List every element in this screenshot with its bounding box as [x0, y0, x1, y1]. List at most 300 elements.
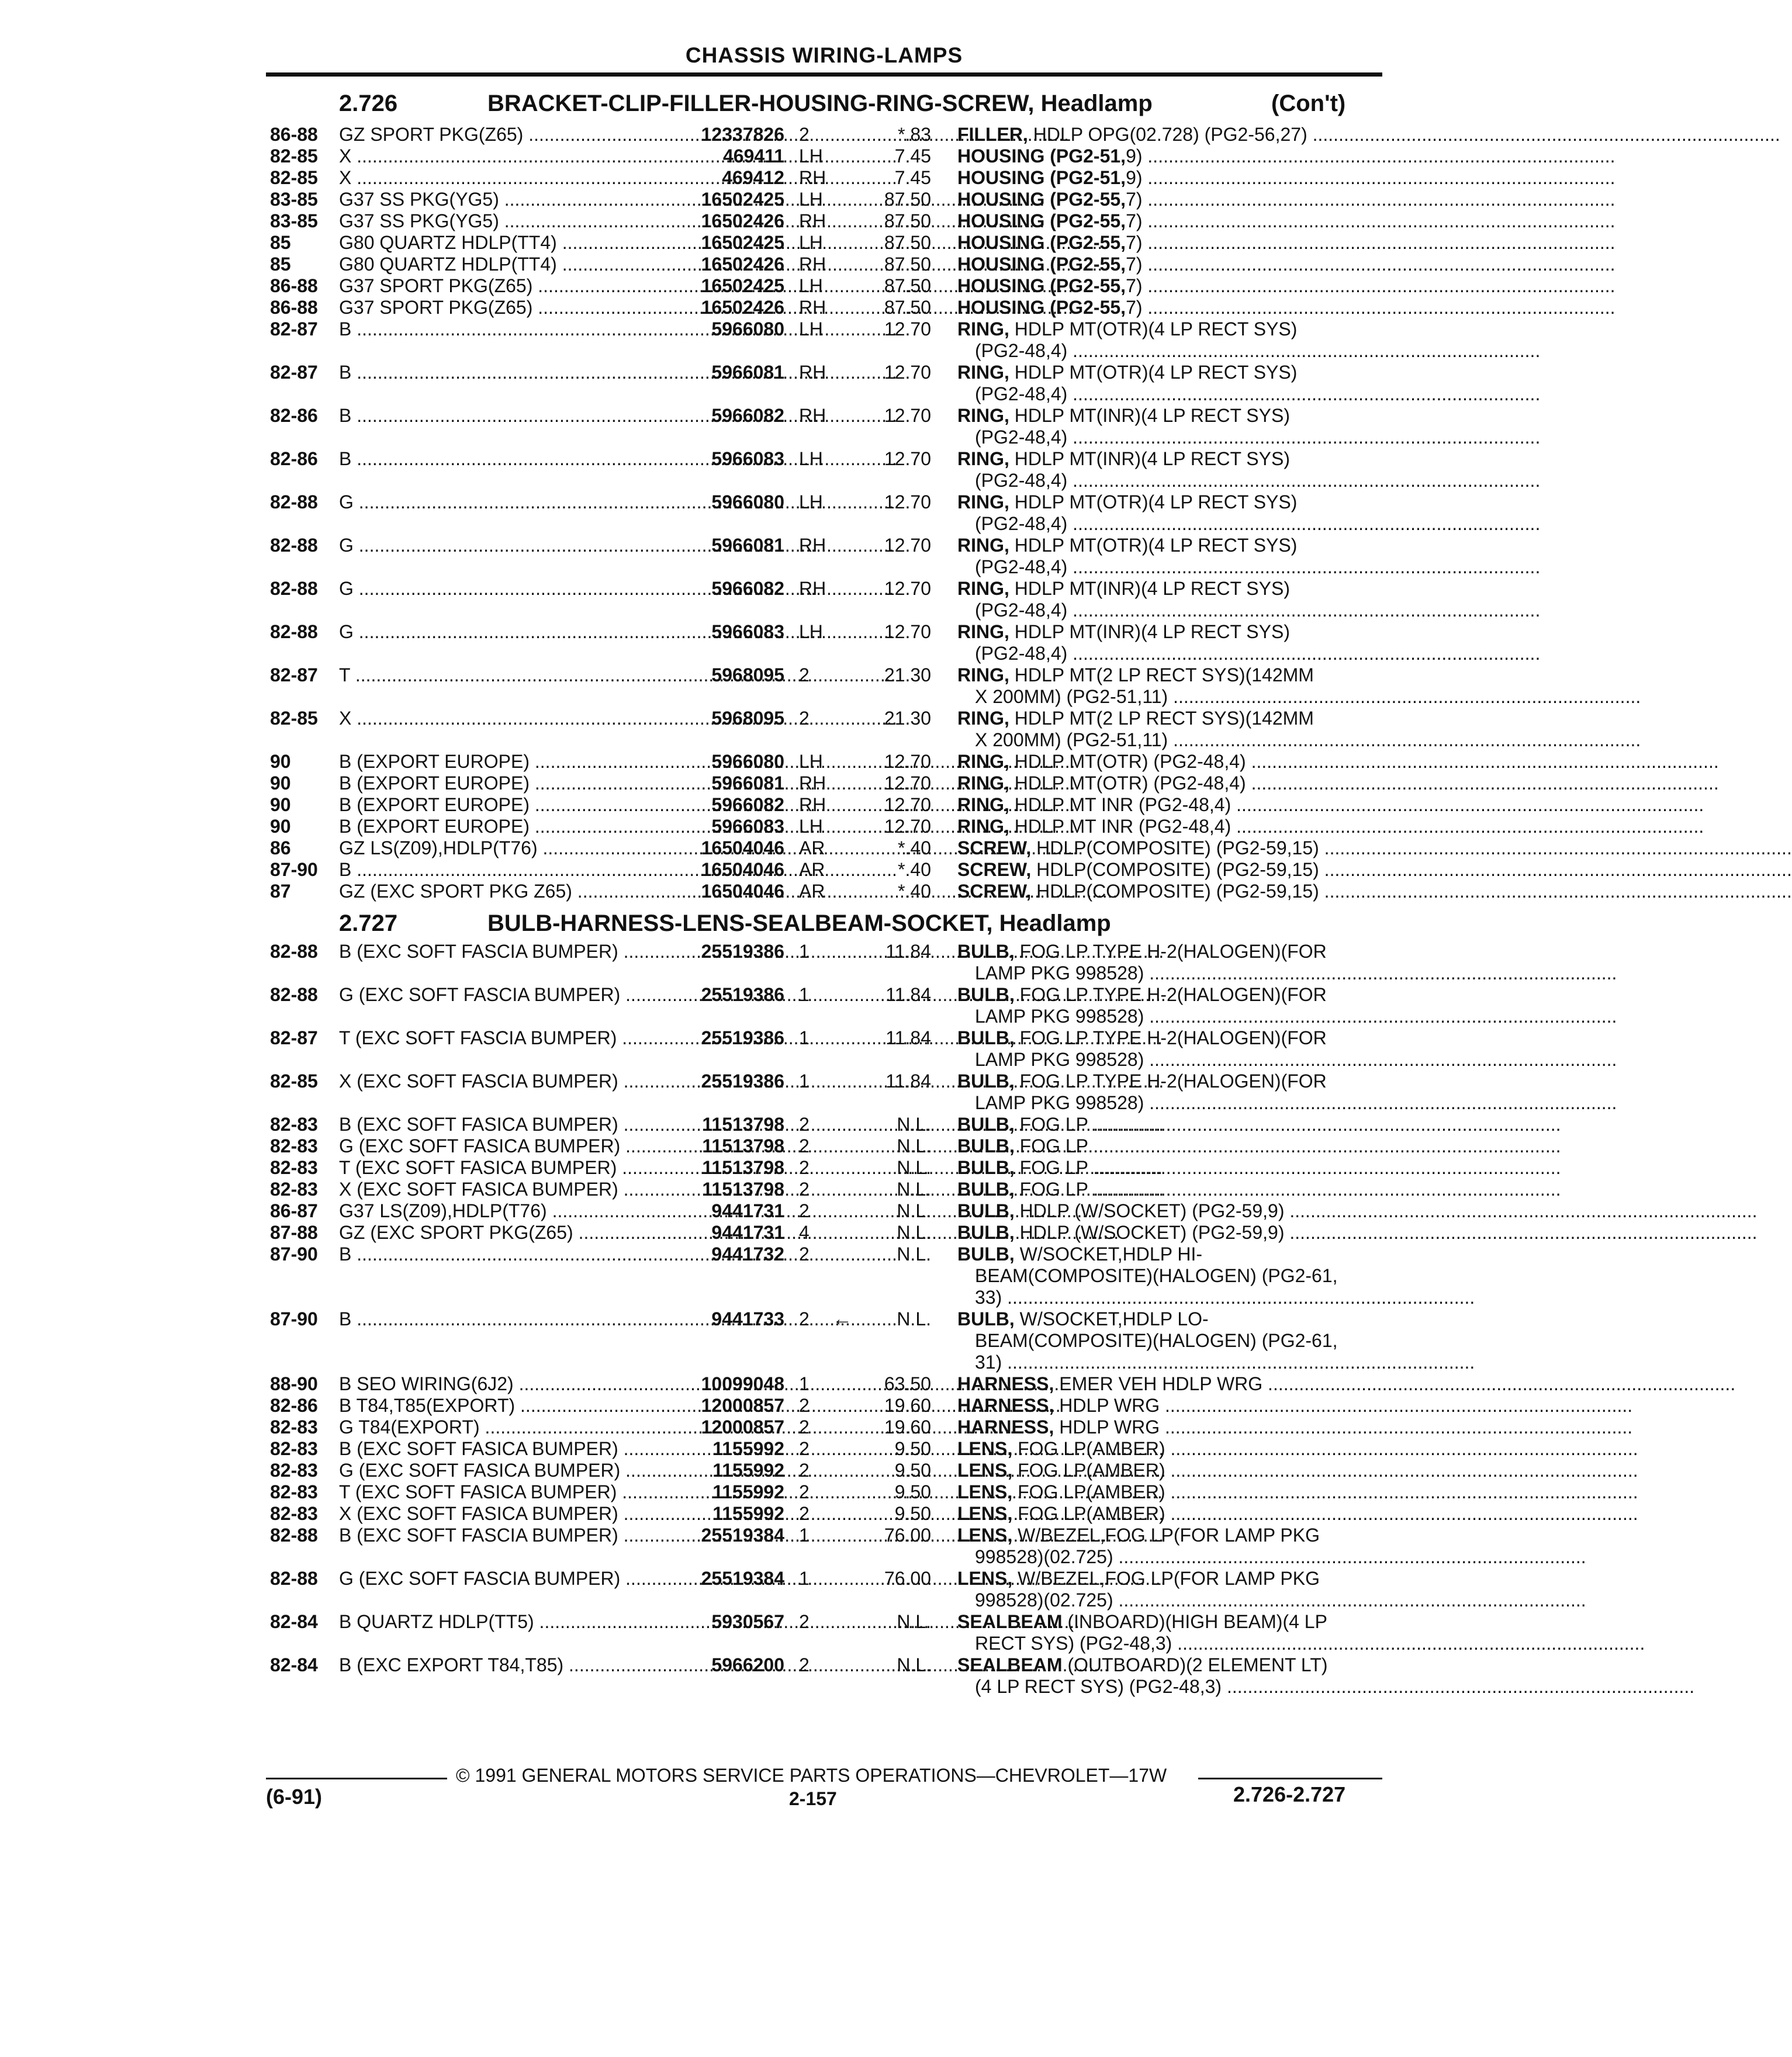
description-cell [957, 984, 1647, 1027]
part-row [270, 816, 1704, 837]
part-row [270, 1481, 1638, 1503]
part-row [270, 881, 1792, 902]
quantity-cell: RH [799, 297, 826, 318]
description-line [957, 1503, 1659, 1525]
description-cell [957, 275, 1647, 297]
description-text: BULB, FOG LP TYPE H-2(HALOGEN)(FOR [957, 1071, 1327, 1092]
description-continuation [957, 1330, 1676, 1352]
price-cell: 12.70 [884, 578, 931, 599]
leader-dots: .......................................................................................... [1088, 1135, 1561, 1156]
description-cell [957, 794, 1704, 816]
model-cell: X ..... [339, 708, 637, 729]
description-cell [957, 1200, 1758, 1222]
price-cell: 12.70 [884, 773, 931, 794]
part-row [270, 1308, 1475, 1373]
part-row [270, 794, 1704, 816]
part-row [270, 708, 1641, 751]
price-cell: 11.84 [885, 1071, 931, 1092]
description-cell [957, 1460, 1647, 1481]
leader-dots: .......................................................................................... [1067, 470, 1541, 491]
description-cell [957, 1071, 1647, 1114]
year-cell: 82-86 [270, 448, 318, 469]
price-cell: 12.70 [884, 751, 931, 772]
description-cell [957, 578, 1647, 621]
leader-dots: .......................................................................................... [1067, 513, 1541, 534]
model-cell: X ..... [339, 167, 637, 189]
year-cell: 82-85 [270, 167, 318, 188]
description-line [957, 773, 1719, 794]
description-continuation [957, 1092, 1676, 1114]
description-continuation [957, 1049, 1676, 1071]
description-line [957, 1157, 1659, 1179]
model-cell: G ..... [339, 621, 637, 643]
quantity-cell: 2 [799, 1395, 809, 1416]
description-text: BULB, W/SOCKET,HDLP LO- [957, 1308, 1209, 1329]
model-cell: GZ (EXC SPORT PKG(Z65) ..... [339, 1222, 637, 1244]
quantity-cell: 2 [799, 1481, 809, 1502]
year-cell: 86-87 [270, 1200, 318, 1221]
model-cell: B SEO WIRING(6J2) ..... [339, 1373, 637, 1395]
year-cell: 82-83 [270, 1481, 318, 1502]
quantity-cell: RH [799, 254, 826, 275]
year-cell: 82-88 [270, 621, 318, 642]
price-cell: 12.70 [884, 362, 931, 383]
section-number: 2.727 [339, 910, 398, 936]
description-text: SEALBEAM (INBOARD)(HIGH BEAM)(4 LP [957, 1611, 1327, 1632]
model-cell: X ..... [339, 146, 637, 167]
part-row [270, 146, 1615, 167]
year-cell: 82-88 [270, 578, 318, 599]
price-cell: *.40 [898, 881, 931, 902]
price-cell: *.40 [898, 837, 931, 858]
model-cell: G ..... [339, 535, 637, 556]
part-number-cell: 9441733 [711, 1308, 784, 1329]
part-row [270, 984, 1617, 1027]
leader-dots: .......................................................................................... [1246, 751, 1719, 772]
quantity-cell: 1 [799, 1373, 809, 1394]
description-keyword: HOUSING (PG2-55, [957, 254, 1126, 275]
description-text: X 200MM) (PG2-51,11) [975, 686, 1168, 707]
header-rule [266, 72, 1382, 77]
description-keyword: BULB, [957, 941, 1015, 962]
part-number-cell: 5968095 [711, 708, 784, 729]
description-text: RECT SYS) (PG2-48,3) [975, 1633, 1172, 1654]
description-text: RING, HDLP MT(2 LP RECT SYS)(142MM [957, 664, 1314, 685]
description-text: (PG2-48,4) [975, 427, 1068, 448]
part-row [270, 1135, 1561, 1157]
model-cell: B ..... [339, 362, 637, 383]
leader-dots: .......................................................................................... [1165, 1481, 1638, 1502]
model-cell: T (EXC SOFT FASCIA BUMPER) ..... [339, 1027, 637, 1049]
description-continuation [957, 962, 1676, 984]
section-heading [266, 910, 1111, 937]
description-cell [957, 664, 1647, 708]
leader-dots: .......................................................................................... [1144, 1049, 1617, 1070]
price-cell: 76.00 [884, 1568, 931, 1589]
description-cell [957, 1417, 1647, 1438]
part-number-cell: 1155992 [712, 1481, 784, 1502]
description-keyword: LENS, [957, 1438, 1013, 1459]
description-cell [957, 621, 1647, 664]
part-row [270, 405, 1541, 448]
year-cell: 82-83 [270, 1460, 318, 1481]
description-line [957, 232, 1659, 254]
model-cell: G37 SS PKG(YG5) ..... [339, 189, 637, 210]
part-number-cell: 16504046 [701, 881, 784, 902]
part-row [270, 1525, 1586, 1568]
quantity-cell: LH [799, 448, 823, 469]
description-line [957, 708, 1659, 729]
description-line [957, 984, 1659, 1006]
description-keyword: RING, [957, 816, 1009, 837]
description-cell [957, 773, 1719, 794]
description-text: (PG2-48,4) [975, 556, 1068, 577]
description-keyword: SEALBEAM [957, 1611, 1063, 1632]
part-number-cell: 16502425 [701, 232, 784, 253]
model-cell: B (EXC SOFT FASCIA BUMPER) ..... [339, 941, 637, 962]
description-text: HOUSING (PG2-51,9) [957, 167, 1143, 188]
leader-dots: .......................................................................................... [1067, 643, 1541, 664]
part-number-cell: 5966082 [711, 578, 784, 599]
part-row [270, 1244, 1475, 1308]
quantity-cell: LH [799, 491, 823, 512]
description-cell [957, 837, 1792, 859]
description-cell [957, 1222, 1758, 1244]
leader-dots: .......................................................................................... [1067, 556, 1541, 577]
part-number-cell: 5930567 [711, 1611, 784, 1632]
description-text: HARNESS, EMER VEH HDLP WRG [957, 1373, 1263, 1394]
model-cell: G ..... [339, 491, 637, 513]
quantity-cell: AR [799, 881, 825, 902]
part-row [270, 1654, 1695, 1698]
description-cell [957, 1244, 1647, 1308]
year-cell: 85 [270, 232, 291, 253]
year-cell: 82-83 [270, 1438, 318, 1459]
description-cell [957, 405, 1647, 448]
quantity-cell: 2 [799, 1200, 809, 1221]
price-cell: 63.50 [884, 1373, 931, 1394]
description-keyword: HARNESS, [957, 1417, 1054, 1438]
description-text: BULB, FOG LP [957, 1157, 1088, 1178]
part-number-cell: 25519386 [701, 1027, 784, 1048]
part-number-cell: 16502426 [701, 297, 784, 318]
leader-dots: .......................................................................................... [1002, 1352, 1475, 1373]
model-cell: B (EXC SOFT FASCIA BUMPER) ..... [339, 1525, 637, 1546]
part-row [270, 254, 1615, 275]
leader-dots: .......................................................................................... [1262, 1373, 1736, 1394]
description-continuation [957, 427, 1676, 448]
section-title: BULB-HARNESS-LENS-SEALBEAM-SOCKET, Headlamp [487, 910, 1111, 936]
model-cell: B (EXPORT EUROPE) ..... [339, 794, 637, 816]
model-cell: G (EXC SOFT FASICA BUMPER) ..... [339, 1135, 637, 1157]
description-keyword: BULB, [957, 1308, 1015, 1329]
part-row [270, 1611, 1645, 1654]
description-line [957, 1135, 1659, 1157]
description-keyword: HOUSING (PG2-55, [957, 210, 1126, 231]
description-line [957, 1611, 1659, 1633]
part-row [270, 189, 1615, 210]
price-cell: 12.70 [884, 816, 931, 837]
price-cell: N.L. [897, 1222, 931, 1243]
price-cell: 9.50 [894, 1503, 931, 1524]
quantity-cell: RH [799, 535, 826, 556]
description-keyword: BULB, [957, 1071, 1015, 1092]
description-keyword: RING, [957, 773, 1009, 794]
footer-page-number: 2-157 [789, 1788, 837, 1809]
model-cell: B ..... [339, 1244, 637, 1265]
year-cell: 82-87 [270, 318, 318, 340]
price-cell: N.L. [897, 1157, 931, 1178]
description-keyword: HOUSING (PG2-55, [957, 297, 1126, 318]
price-cell: N.L. [897, 1200, 931, 1221]
part-row [270, 1114, 1561, 1135]
description-text: LENS, W/BEZEL,FOG LP(FOR LAMP PKG [957, 1525, 1320, 1546]
description-keyword: RING, [957, 621, 1009, 642]
description-text: SCREW, HDLP(COMPOSITE) (PG2-59,15) [957, 859, 1319, 880]
part-row [270, 1460, 1638, 1481]
quantity-cell: 2 [799, 1611, 809, 1632]
description-line [957, 297, 1659, 318]
description-text: RING, HDLP MT(OTR)(4 LP RECT SYS) [957, 318, 1298, 340]
footer-section-range: 2.726-2.727 [1233, 1782, 1346, 1806]
description-line [957, 1222, 1758, 1244]
part-row [270, 837, 1792, 859]
price-cell: 9.50 [894, 1481, 931, 1502]
model-cell: T ..... [339, 664, 637, 686]
part-number-cell: 11513798 [702, 1114, 784, 1135]
description-text: BULB, FOG LP [957, 1179, 1088, 1200]
leader-dots: .......................................................................................... [1307, 124, 1780, 145]
description-keyword: RING, [957, 578, 1009, 599]
part-row [270, 124, 1780, 146]
description-cell [957, 448, 1647, 491]
leader-dots: .......................................................................................... [1168, 729, 1641, 750]
description-text: FILLER, HDLP OPG(02.728) (PG2-56,27) [957, 124, 1307, 145]
description-keyword: BULB, [957, 1222, 1015, 1243]
quantity-cell: 2 [799, 1417, 809, 1438]
quantity-cell: 1 [799, 984, 809, 1005]
year-cell: 90 [270, 816, 291, 837]
price-cell: 11.84 [885, 984, 931, 1005]
description-text: BULB, FOG LP [957, 1114, 1088, 1135]
model-cell: B (EXPORT EUROPE) ..... [339, 816, 637, 837]
model-cell: B T84,T85(EXPORT) ..... [339, 1395, 637, 1417]
part-number-cell: 25519384 [701, 1568, 784, 1589]
price-cell: 21.30 [884, 708, 931, 729]
year-cell: 90 [270, 751, 291, 772]
price-cell: *.83 [898, 124, 931, 145]
description-keyword: BULB, [957, 1200, 1015, 1221]
price-cell: N.L. [897, 1114, 931, 1135]
year-cell: 82-83 [270, 1135, 318, 1156]
description-cell [957, 1135, 1647, 1157]
model-cell: G37 SS PKG(YG5) ..... [339, 210, 637, 232]
description-text: LENS, FOG LP(AMBER) [957, 1481, 1165, 1502]
section-heading [266, 91, 1346, 117]
year-cell: 82-87 [270, 664, 318, 685]
description-keyword: RING, [957, 751, 1009, 772]
description-cell [957, 254, 1647, 275]
year-cell: 82-85 [270, 1071, 318, 1092]
description-line [957, 124, 1780, 146]
description-cell [957, 535, 1647, 578]
part-number-cell: 16504046 [701, 859, 784, 880]
model-cell: B ..... [339, 859, 637, 881]
description-line [957, 1308, 1659, 1330]
part-number-cell: 5968095 [711, 664, 784, 685]
part-number-cell: 469412 [722, 167, 784, 188]
description-line [957, 535, 1659, 556]
leader-dots: .......................................................................................... [1160, 1417, 1633, 1438]
quantity-cell: LH [799, 232, 823, 253]
year-cell: 86-88 [270, 275, 318, 296]
year-cell: 82-83 [270, 1417, 318, 1438]
part-row [270, 1395, 1633, 1417]
part-row [270, 1373, 1736, 1395]
description-cell [957, 297, 1647, 318]
quantity-cell: RH [799, 210, 826, 231]
description-text: BULB, FOG LP [957, 1135, 1088, 1156]
part-row [270, 1438, 1638, 1460]
year-cell: 82-83 [270, 1503, 318, 1524]
price-cell: 87.50 [884, 254, 931, 275]
description-continuation [957, 600, 1676, 621]
part-number-cell: 25519384 [701, 1525, 784, 1546]
model-cell: X (EXC SOFT FASICA BUMPER) ..... [339, 1179, 637, 1200]
description-line [957, 941, 1659, 962]
leader-dots: .......................................................................................... [1067, 383, 1541, 404]
description-keyword: SCREW, [957, 837, 1032, 858]
description-line [957, 1438, 1659, 1460]
description-keyword: HOUSING (PG2-55, [957, 232, 1126, 253]
model-cell: B ..... [339, 448, 637, 470]
description-line [957, 1027, 1659, 1049]
model-cell: B (EXPORT EUROPE) ..... [339, 751, 637, 773]
model-cell: B (EXPORT EUROPE) ..... [339, 773, 637, 794]
price-cell: N.L. [897, 1611, 931, 1632]
description-cell [957, 708, 1647, 751]
part-number-cell: 11513798 [702, 1135, 784, 1156]
description-keyword: HARNESS, [957, 1373, 1054, 1394]
description-cell [957, 1525, 1647, 1568]
year-cell: 82-87 [270, 362, 318, 383]
description-keyword: RING, [957, 708, 1009, 729]
description-keyword: RING, [957, 535, 1009, 556]
model-cell: B (EXC SOFT FASICA BUMPER) ..... [339, 1438, 637, 1460]
quantity-cell: 2 [799, 1157, 809, 1178]
year-cell: 86-88 [270, 297, 318, 318]
part-number-cell: 5966080 [711, 751, 784, 772]
description-cell [957, 859, 1792, 881]
model-cell: GZ LS(Z09),HDLP(T76) ..... [339, 837, 637, 859]
model-cell: B (EXC EXPORT T84,T85) ..... [339, 1654, 637, 1676]
part-number-cell: 16504046 [701, 837, 784, 858]
year-cell: 88-90 [270, 1373, 318, 1394]
year-cell: 86-88 [270, 124, 318, 145]
section-title: BRACKET-CLIP-FILLER-HOUSING-RING-SCREW, Headlamp [487, 91, 1153, 116]
part-row [270, 1417, 1633, 1438]
part-number-cell: 16502425 [701, 275, 784, 296]
quantity-cell: RH [799, 773, 826, 794]
description-text: SCREW, HDLP(COMPOSITE) (PG2-59,15) [957, 837, 1319, 858]
part-number-cell: 25519386 [701, 941, 784, 962]
description-text: HOUSING (PG2-55,7) [957, 254, 1143, 275]
description-continuation [957, 1676, 1695, 1698]
description-cell [957, 210, 1647, 232]
description-cell [957, 881, 1792, 902]
part-row [270, 664, 1641, 708]
quantity-cell: 2 [799, 1244, 809, 1265]
description-continuation [957, 1590, 1676, 1611]
quantity-cell: LH [799, 751, 823, 772]
description-cell [957, 1611, 1647, 1654]
description-text: HARNESS, HDLP WRG [957, 1417, 1160, 1438]
year-cell: 82-84 [270, 1611, 318, 1632]
year-cell: 83-85 [270, 189, 318, 210]
description-cell [957, 816, 1704, 837]
quantity-cell: 1 [799, 1568, 809, 1589]
price-cell: 7.45 [894, 167, 931, 188]
description-keyword: RING, [957, 448, 1009, 469]
description-line [957, 254, 1659, 275]
model-cell: B ..... [339, 405, 637, 427]
price-cell: 87.50 [884, 232, 931, 253]
quantity-cell: 4 [799, 1222, 809, 1243]
part-number-cell: 9441732 [711, 1244, 784, 1265]
price-cell: 19.60 [884, 1417, 931, 1438]
model-cell: G (EXC SOFT FASICA BUMPER) ..... [339, 1460, 637, 1481]
description-keyword: RING, [957, 405, 1009, 426]
description-line [957, 1071, 1659, 1092]
description-keyword: RING, [957, 362, 1009, 383]
leader-dots: .......................................................................................... [1113, 1546, 1586, 1567]
description-text: RING, HDLP MT(INR)(4 LP RECT SYS) [957, 578, 1290, 599]
part-number-cell: 5966081 [711, 773, 784, 794]
description-text: LENS, FOG LP(AMBER) [957, 1503, 1165, 1524]
description-line [957, 275, 1659, 297]
description-line [957, 578, 1659, 600]
price-cell: *.40 [898, 859, 931, 880]
description-text: BULB, FOG LP TYPE H-2(HALOGEN)(FOR [957, 1027, 1327, 1048]
part-row [270, 275, 1615, 297]
quantity-cell: 2 [799, 664, 809, 685]
description-text: (PG2-48,4) [975, 470, 1068, 491]
description-keyword: LENS, [957, 1568, 1013, 1589]
part-number-cell: 5966080 [711, 491, 784, 512]
description-keyword: HOUSING (PG2-55, [957, 189, 1126, 210]
leader-dots: .......................................................................................... [1088, 1114, 1561, 1135]
leader-dots: .......................................................................................... [1142, 167, 1615, 188]
year-cell: 82-88 [270, 491, 318, 512]
model-cell: B ..... [339, 1308, 637, 1330]
description-continuation [957, 1546, 1676, 1568]
leader-dots: .......................................................................................... [1142, 189, 1615, 210]
part-row [270, 621, 1541, 664]
part-row [270, 1179, 1561, 1200]
description-cell [957, 1179, 1647, 1200]
description-text: BULB, FOG LP TYPE H-2(HALOGEN)(FOR [957, 984, 1327, 1005]
description-line [957, 146, 1659, 167]
part-number-cell: 12000857 [701, 1417, 784, 1438]
description-text: BULB, FOG LP TYPE H-2(HALOGEN)(FOR [957, 941, 1327, 962]
part-number-cell: 1155992 [712, 1460, 784, 1481]
description-text: HOUSING (PG2-55,7) [957, 189, 1143, 210]
description-keyword: BULB, [957, 1027, 1015, 1048]
part-number-cell: 469411 [722, 146, 784, 167]
part-number-cell: 16502425 [701, 189, 784, 210]
description-keyword: LENS, [957, 1525, 1013, 1546]
description-text: BULB, HDLP (W/SOCKET) (PG2-59,9) [957, 1222, 1285, 1243]
